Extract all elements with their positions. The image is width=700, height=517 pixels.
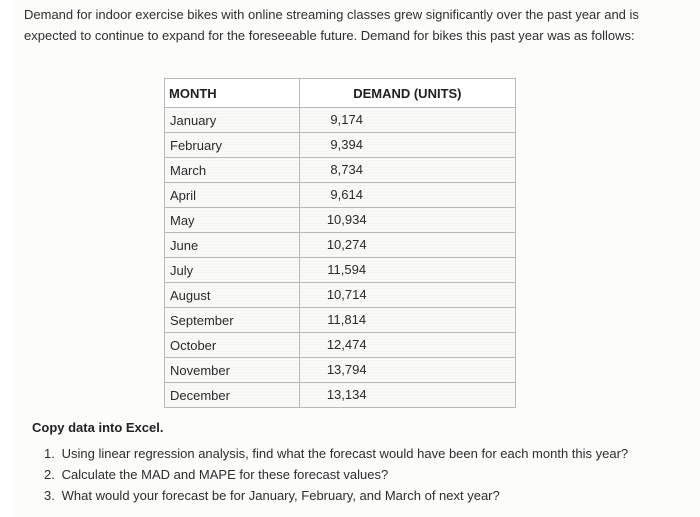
demand-cell	[299, 208, 515, 233]
month-cell	[165, 233, 300, 258]
month-label: June	[170, 237, 199, 253]
question-text: Using linear regression analysis, find what the forecast would have been for each month this year?	[61, 446, 629, 461]
demand-cell	[299, 183, 515, 208]
month-cell	[165, 358, 300, 383]
month-label: March	[170, 162, 207, 178]
question-number: 1.	[44, 446, 55, 461]
month-cell	[165, 308, 300, 333]
intro-paragraph: Demand for indoor exercise bikes with online streaming classes grew significantly over the past year and is expected to continue to expand for the foreseeable future. Demand for bikes this past year was as follows:	[24, 7, 639, 43]
demand-value: 9,394	[330, 137, 363, 152]
month-label: September	[170, 312, 234, 328]
month-label: April	[170, 187, 197, 203]
month-label: February	[170, 137, 223, 153]
question-number: 2.	[44, 467, 55, 482]
header-demand: DEMAND (UNITS)	[299, 79, 515, 108]
month-cell	[165, 133, 300, 158]
question-text: What would your forecast be for January, February, and March of next year?	[61, 488, 500, 503]
table-row	[165, 208, 516, 233]
demand-cell	[299, 108, 515, 133]
demand-value: 13,794	[326, 362, 367, 377]
month-cell	[165, 283, 300, 308]
table-row	[165, 133, 516, 158]
instructions-section	[32, 420, 672, 506]
table-row	[165, 333, 516, 358]
demand-value: 10,934	[326, 212, 367, 227]
demand-cell	[299, 308, 515, 333]
month-label: August	[170, 287, 211, 303]
demand-value: 11,814	[327, 312, 367, 327]
table-row	[165, 258, 516, 283]
demand-value: 8,734	[330, 162, 363, 177]
month-label: May	[170, 212, 195, 228]
header-month: MONTH	[165, 79, 300, 108]
demand-cell	[299, 358, 515, 383]
demand-value: 10,714	[326, 287, 367, 302]
question-list	[32, 443, 672, 506]
question-number: 3.	[44, 488, 55, 503]
month-cell	[165, 183, 300, 208]
table-row	[165, 183, 516, 208]
month-cell	[165, 158, 300, 183]
demand-value: 9,614	[330, 187, 363, 202]
month-label: December	[170, 387, 230, 403]
demand-value: 12,474	[326, 337, 367, 352]
month-label: July	[170, 262, 194, 278]
table-header-row	[165, 79, 516, 108]
question-item	[44, 443, 672, 464]
demand-table-container	[164, 78, 516, 408]
demand-value: 9,174	[330, 112, 363, 127]
demand-cell	[299, 133, 515, 158]
table-row	[165, 108, 516, 133]
demand-cell	[299, 258, 515, 283]
demand-cell	[299, 383, 515, 408]
month-label: November	[170, 362, 230, 378]
demand-cell	[299, 333, 515, 358]
table-row	[165, 358, 516, 383]
demand-cell	[299, 283, 515, 308]
question-item	[44, 464, 672, 485]
month-cell	[165, 383, 300, 408]
demand-cell	[299, 233, 515, 258]
month-cell	[165, 258, 300, 283]
table-row	[165, 283, 516, 308]
demand-value: 13,134	[326, 387, 367, 402]
demand-value: 10,274	[326, 237, 367, 252]
month-cell	[165, 333, 300, 358]
table-row	[165, 233, 516, 258]
month-label: October	[170, 337, 217, 353]
question-item	[44, 485, 672, 506]
month-label: January	[170, 112, 217, 128]
table-row	[165, 158, 516, 183]
month-cell	[165, 208, 300, 233]
instructions-heading: Copy data into Excel.	[32, 420, 164, 435]
demand-cell	[299, 158, 515, 183]
month-cell	[165, 108, 300, 133]
demand-table	[164, 78, 516, 408]
table-row	[165, 308, 516, 333]
table-row	[165, 383, 516, 408]
question-text: Calculate the MAD and MAPE for these forecast values?	[61, 467, 389, 482]
demand-value: 11,594	[327, 262, 367, 277]
